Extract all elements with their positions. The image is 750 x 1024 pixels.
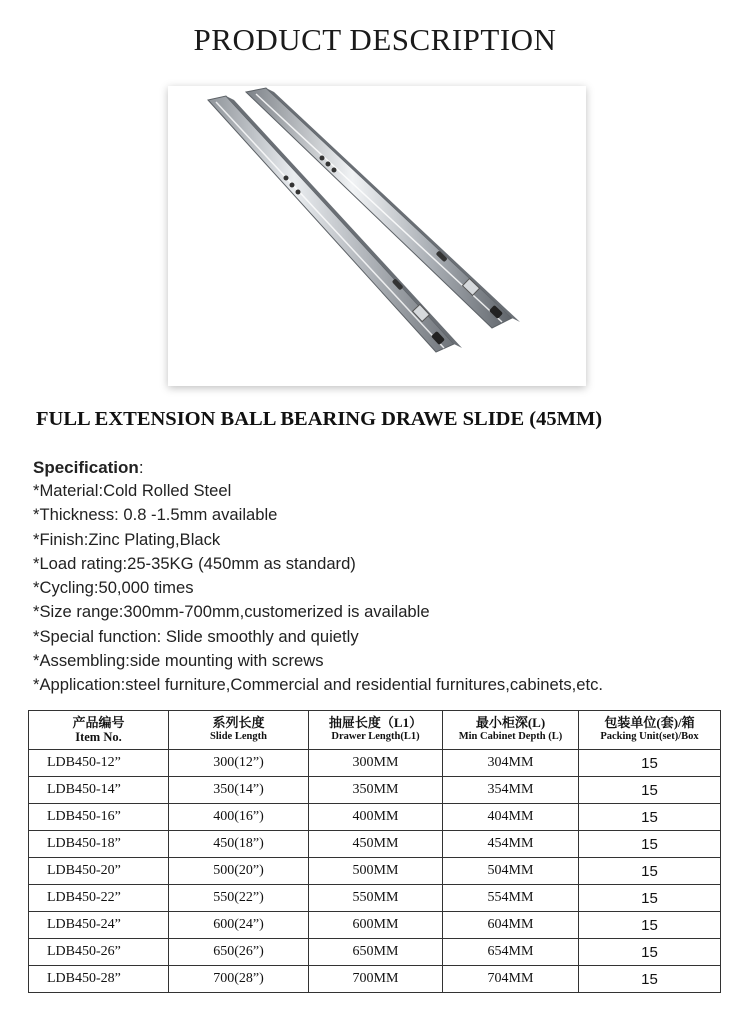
header-cn: 产品编号 — [72, 715, 125, 730]
min-depth-cell: 454MM — [443, 831, 579, 858]
specification-title-colon: : — [138, 458, 144, 477]
header-cn: 包装单位(套)/箱 — [604, 715, 695, 730]
table-row — [29, 750, 721, 777]
drawer-length-cell: 600MM — [309, 912, 443, 939]
spec-line: *Material:Cold Rolled Steel — [33, 481, 232, 500]
table-row — [29, 858, 721, 885]
drawer-length-cell: 500MM — [309, 858, 443, 885]
packing-unit-cell: 15 — [579, 831, 721, 858]
min-depth-cell: 604MM — [443, 912, 579, 939]
slide-length-cell: 600(24”) — [169, 912, 309, 939]
drawer-length-cell: 300MM — [309, 750, 443, 777]
header-cn: 抽屉长度（L1） — [328, 715, 423, 730]
min-depth-cell: 354MM — [443, 777, 579, 804]
item-no-cell: LDB450-18” — [29, 831, 169, 858]
table-row — [29, 804, 721, 831]
header-en: Item No. — [75, 730, 122, 744]
spec-line: *Size range:300mm-700mm,customerized is available — [33, 602, 430, 622]
product-size-table — [28, 710, 721, 993]
header-packing-unit — [579, 711, 721, 750]
drawer-length-cell: 400MM — [309, 804, 443, 831]
product-heading: FULL EXTENSION BALL BEARING DRAWE SLIDE (45MM) — [36, 408, 603, 430]
specification-title — [33, 456, 743, 479]
header-en: Drawer Length(L1) — [331, 731, 420, 742]
spec-line: *Assembling:side mounting with screws — [33, 651, 324, 671]
slide-length-cell: 350(14”) — [169, 777, 309, 804]
packing-unit-cell: 15 — [579, 858, 721, 885]
table-header-row — [29, 711, 721, 750]
packing-unit-cell: 15 — [579, 912, 721, 939]
item-no-cell: LDB450-28” — [29, 966, 169, 993]
item-no-cell: LDB450-14” — [29, 777, 169, 804]
slide-length-cell: 550(22”) — [169, 885, 309, 912]
packing-unit-cell: 15 — [579, 804, 721, 831]
spec-line: *Special function: Slide smoothly and quietly — [33, 626, 359, 646]
min-depth-cell: 654MM — [443, 939, 579, 966]
packing-unit-cell: 15 — [579, 750, 721, 777]
table-row — [29, 912, 721, 939]
header-min-cabinet-depth — [443, 711, 579, 750]
slide-length-cell: 650(26”) — [169, 939, 309, 966]
header-item-no — [29, 711, 169, 750]
product-photo — [168, 86, 586, 386]
table-row — [29, 939, 721, 966]
drawer-length-cell: 700MM — [309, 966, 443, 993]
min-depth-cell: 504MM — [443, 858, 579, 885]
table-row — [29, 831, 721, 858]
page-title: PRODUCT DESCRIPTION — [193, 22, 557, 57]
table-body — [29, 750, 721, 993]
spec-line: *Cycling:50,000 times — [33, 578, 194, 598]
drawer-length-cell: 650MM — [309, 939, 443, 966]
item-no-cell: LDB450-16” — [29, 804, 169, 831]
drawer-slide-pair-icon — [168, 86, 586, 386]
item-no-cell: LDB450-12” — [29, 750, 169, 777]
header-en: Packing Unit(set)/Box — [600, 731, 699, 742]
drawer-length-cell: 450MM — [309, 831, 443, 858]
packing-unit-cell: 15 — [579, 966, 721, 993]
header-cn: 系列长度 — [212, 715, 265, 730]
table-row — [29, 885, 721, 912]
slide-length-cell: 450(18”) — [169, 831, 309, 858]
header-cn: 最小柜深(L) — [475, 715, 546, 730]
header-en: Min Cabinet Depth (L) — [458, 731, 563, 742]
slide-length-cell: 300(12”) — [169, 750, 309, 777]
slide-length-cell: 400(16”) — [169, 804, 309, 831]
packing-unit-cell: 15 — [579, 777, 721, 804]
header-drawer-length — [309, 711, 443, 750]
min-depth-cell: 404MM — [443, 804, 579, 831]
table-row — [29, 966, 721, 993]
left-slide-rail — [208, 96, 462, 352]
header-en: Slide Length — [210, 731, 267, 742]
drawer-length-cell: 350MM — [309, 777, 443, 804]
specification-section — [33, 456, 743, 698]
drawer-length-cell: 550MM — [309, 885, 443, 912]
spec-line: *Thickness: 0.8 -1.5mm available — [33, 505, 278, 525]
item-no-cell: LDB450-20” — [29, 858, 169, 885]
table-row — [29, 777, 721, 804]
spec-line: *Finish:Zinc Plating,Black — [33, 529, 221, 549]
packing-unit-cell: 15 — [579, 939, 721, 966]
min-depth-cell: 704MM — [443, 966, 579, 993]
slide-length-cell: 700(28”) — [169, 966, 309, 993]
header-slide-length — [169, 711, 309, 750]
spec-line: *Application:steel furniture,Commercial and residential furnitures,cabinets,etc. — [33, 675, 603, 695]
specification-title-text: Specification — [33, 458, 139, 477]
packing-unit-cell: 15 — [579, 885, 721, 912]
min-depth-cell: 554MM — [443, 885, 579, 912]
spec-line: *Load rating:25-35KG (450mm as standard) — [33, 553, 356, 573]
slide-length-cell: 500(20”) — [169, 858, 309, 885]
item-no-cell: LDB450-24” — [29, 912, 169, 939]
min-depth-cell: 304MM — [443, 750, 579, 777]
item-no-cell: LDB450-22” — [29, 885, 169, 912]
item-no-cell: LDB450-26” — [29, 939, 169, 966]
